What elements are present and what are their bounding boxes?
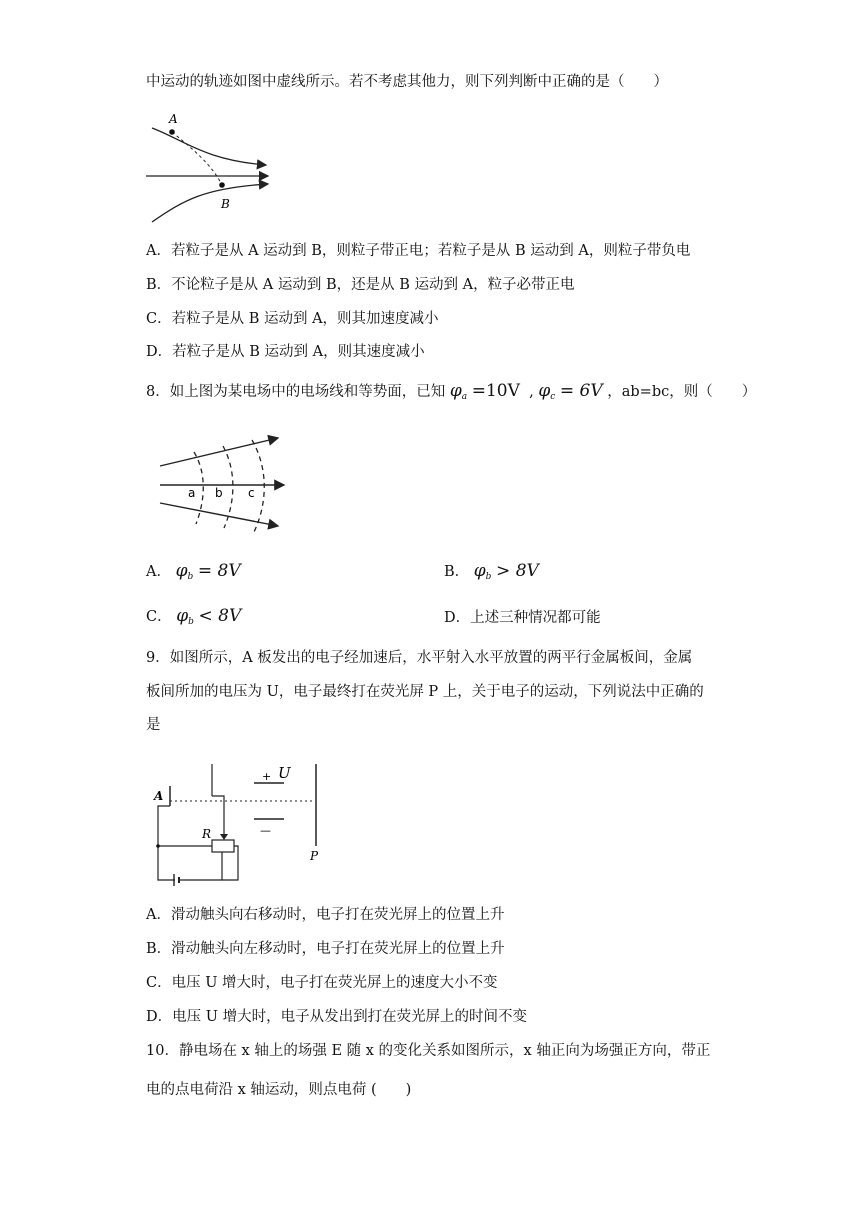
q9-label-minus: —: [260, 824, 271, 837]
q9-option-b: B．滑动触头向左移动时，电子打在荧光屏上的位置上升: [146, 941, 505, 957]
q8-option-c-phi: φ: [176, 606, 189, 626]
q8-label-a: a: [188, 486, 196, 500]
q8-option-a-label: A．: [146, 564, 171, 580]
q8-option-a: [146, 561, 241, 587]
q8-option-c-sub: b: [188, 617, 194, 627]
q9-stem-line-1: 9．如图所示，A 板发出的电子经加速后，水平射入水平放置的两平行金属板间，金属: [146, 650, 693, 666]
q9-option-a: A．滑动触头向右移动时，电子打在荧光屏上的位置上升: [146, 907, 505, 923]
q9-stem-line-2: 板间所加的电压为 U，电子最终打在荧光屏 P 上，关于电子的运动，下列说法中正确的: [146, 684, 704, 700]
q8-option-d: D．上述三种情况都可能: [444, 610, 601, 626]
q9-figure: [150, 756, 340, 888]
q7-option-d: D．若粒子是从 B 运动到 A，则其速度减小: [146, 344, 425, 360]
q9-option-d: D．电压 U 增大时，电子从发出到打在荧光屏上的时间不变: [146, 1009, 528, 1025]
q8-option-c-expr: < 8V: [198, 606, 242, 626]
q9-label-p: P: [310, 849, 319, 863]
q9-option-c: C．电压 U 增大时，电子打在荧光屏上的速度大小不变: [146, 975, 498, 991]
q8-option-a-sub: b: [187, 572, 194, 582]
q9-label-a: A: [154, 789, 164, 803]
q8-phi-c-sub: c: [550, 392, 556, 402]
q8-figure: [156, 432, 288, 532]
q8-option-b-sub: b: [485, 572, 492, 582]
q8-stem-suffix: ，ab=bc，则（ ）: [607, 384, 757, 400]
q8-phi-a-symbol: φ: [449, 381, 462, 401]
q7-option-c: C．若粒子是从 B 运动到 A，则其加速度减小: [146, 311, 439, 327]
q9-label-r: R: [202, 827, 212, 841]
q8-option-a-phi: φ: [175, 561, 188, 581]
q8-stem-prefix: 8．如上图为某电场中的电场线和等势面，已知: [146, 384, 446, 400]
q7-label-a: A: [169, 112, 178, 126]
q9-stem-line-3: 是: [146, 717, 161, 733]
q9-label-plus: +: [262, 770, 272, 783]
q8-option-b-expr: > 8V: [496, 561, 539, 581]
q7-option-a: A．若粒子是从 A 运动到 B，则粒子带正电；若粒子是从 B 运动到 A，则粒子带负电: [146, 243, 691, 259]
q7-label-b: B: [221, 197, 230, 211]
q8-option-c-label: C．: [146, 609, 172, 625]
q8-option-c: [146, 606, 241, 632]
q8-option-b-phi: φ: [473, 561, 486, 581]
q8-label-c: c: [248, 486, 255, 500]
q8-label-b: b: [215, 486, 223, 500]
q7-figure: [144, 110, 276, 228]
q8-phi-a-value: =10V: [471, 381, 520, 401]
q8-phi-c-symbol: φ: [538, 381, 551, 401]
q10-stem-line-2: 电的点电荷沿 x 轴运动，则点电荷 ( ): [146, 1082, 412, 1098]
q8-option-b-label: B．: [444, 564, 470, 580]
q7-option-b: B．不论粒子是从 A 运动到 B，还是从 B 运动到 A，粒子必带正电: [146, 277, 575, 293]
q8-phi-a-sub: a: [461, 392, 468, 402]
q10-stem-line-1: 10．静电场在 x 轴上的场强 E 随 x 的变化关系如图所示，x 轴正向为场强正方向，带正: [146, 1043, 711, 1059]
q8-stem: 8．如上图为某电场中的电场线和等势面，已知 $\varphi_a =10V$ , $\varphi_c = 6V$ ，ab=bc，则（ ）: [146, 381, 757, 402]
q8-option-b: [444, 561, 539, 587]
q9-label-u: U: [278, 764, 291, 782]
q8-option-a-expr: = 8V: [197, 561, 241, 581]
q7-stem: 中运动的轨迹如图中虚线所示。若不考虑其他力，则下列判断中正确的是（ ）: [146, 74, 668, 90]
q8-phi-c-value: = 6V: [559, 381, 603, 401]
